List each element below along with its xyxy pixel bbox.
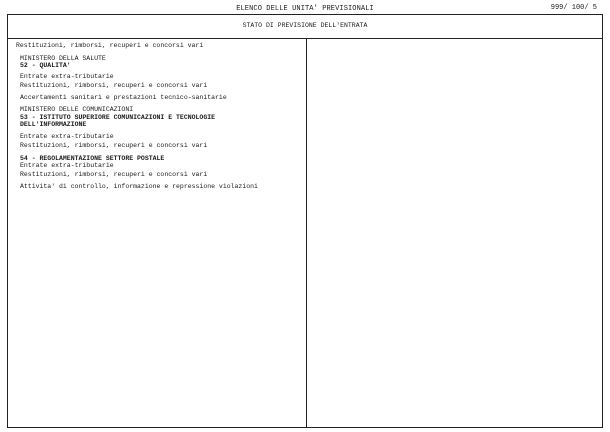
entry-line: Restituzioni, rimborsi, recuperi e concorsi vari — [20, 82, 208, 89]
page-header — [0, 0, 610, 14]
table-title-row — [8, 15, 602, 39]
entry-line: Attivita' di controllo, informazione e repressione violazioni — [20, 183, 258, 190]
unit-heading-continued: DELL'INFORMAZIONE — [20, 121, 87, 128]
document-title: ELENCO DELLE UNITA' PREVISIONALI — [236, 5, 374, 13]
entry-line: Restituzioni, rimborsi, recuperi e concorsi vari — [16, 42, 204, 49]
category-line: Entrate extra-tributarie — [20, 162, 114, 169]
entry-line: Restituzioni, rimborsi, recuperi e concorsi vari — [20, 171, 208, 178]
table-title: STATO DI PREVISIONE DELL'ENTRATA — [242, 22, 368, 29]
left-column — [8, 39, 306, 427]
entry-line: Accertamenti sanitari e prestazioni tecnico-sanitarie — [20, 94, 227, 101]
ministry-heading: MINISTERO DELLE COMUNICAZIONI — [20, 106, 134, 113]
page-code: 999/ 100/ 5 — [550, 4, 597, 12]
ministry-heading: MINISTERO DELLA SALUTE — [20, 55, 106, 62]
category-line: Entrate extra-tributarie — [20, 133, 114, 140]
unit-heading: 52 - QUALITA' — [20, 62, 71, 69]
right-column — [307, 39, 602, 427]
unit-heading: 54 - REGOLAMENTAZIONE SETTORE POSTALE — [20, 155, 165, 162]
category-line: Entrate extra-tributarie — [20, 73, 114, 80]
estimate-table — [7, 14, 603, 428]
unit-heading: 53 - ISTITUTO SUPERIORE COMUNICAZIONI E TECNOLOGIE — [20, 114, 216, 121]
entry-line: Restituzioni, rimborsi, recuperi e concorsi vari — [20, 142, 208, 149]
